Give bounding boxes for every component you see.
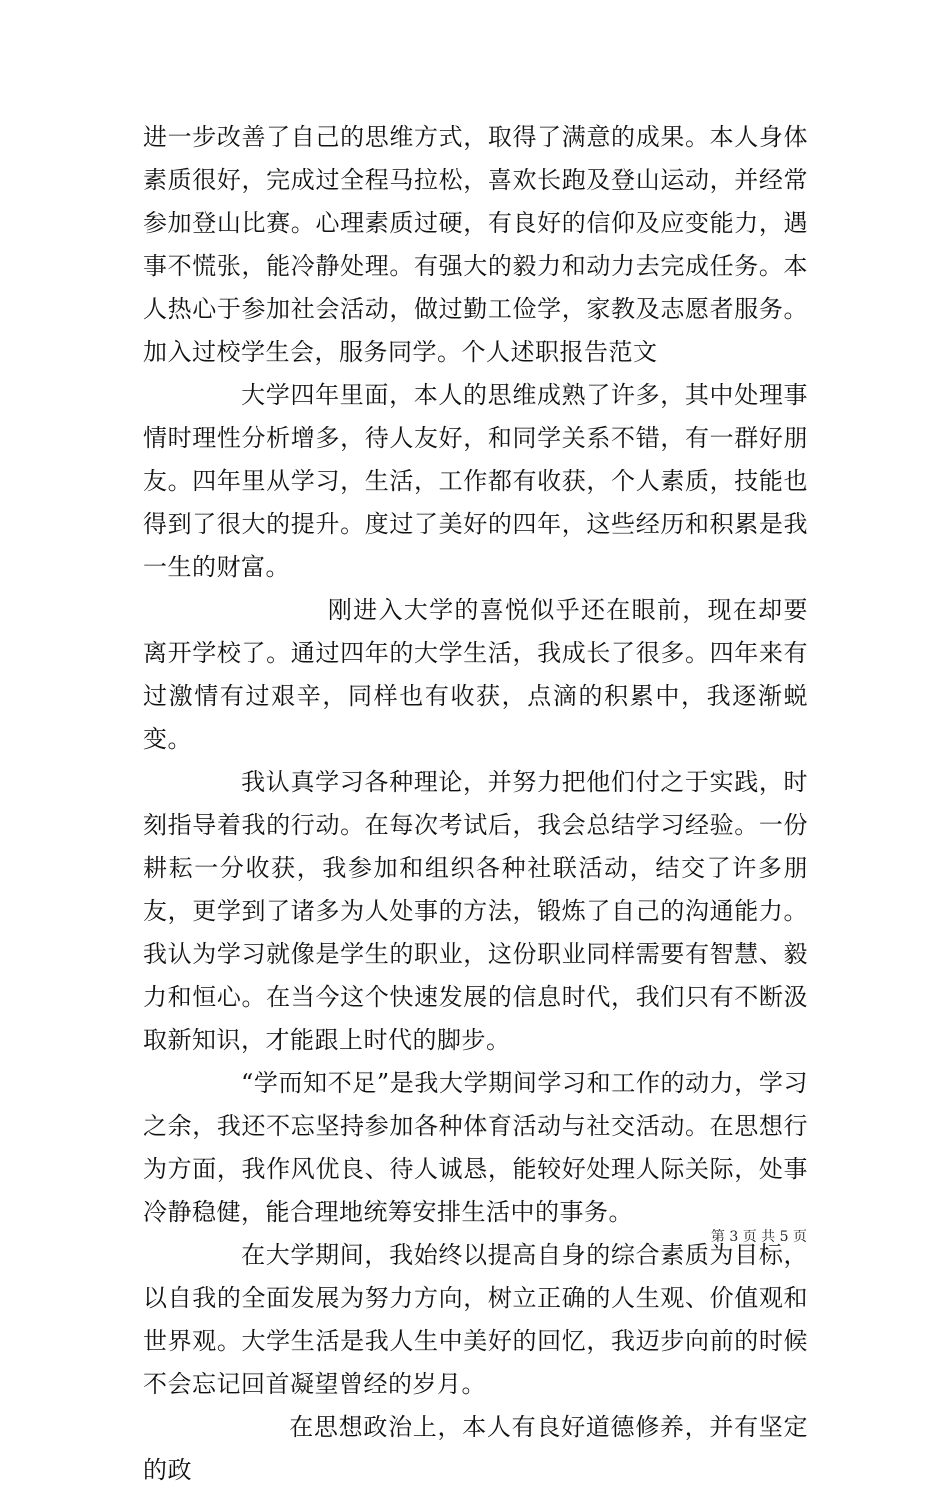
paragraph-3-text: 刚进入大学的喜悦似乎还在眼前，现在却要离开学校了。通过四年的大学生活，我成长了很多。四年来有过激情有过艰辛，同样也有收获，点滴的积累中，我逐渐蜕变。	[143, 596, 808, 753]
paragraph-7	[143, 1406, 808, 1492]
body-text	[143, 116, 808, 1492]
paragraph-2-text: 大学四年里面，本人的思维成熟了许多，其中处理事情时理性分析增多，待人友好，和同学关系不错，有一群好朋友。四年里从学习，生活，工作都有收获，个人素质，技能也得到了很大的提升。度过了美好的四年，这些经历和积累是我一生的财富。	[143, 381, 808, 581]
paragraph-5	[143, 1062, 808, 1234]
paragraph-4	[143, 761, 808, 1062]
paragraph-1	[143, 116, 808, 374]
paragraph-5-text: “学而知不足”是我大学期间学习和工作的动力，学习之余，我还不忘坚持参加各种体育活动与社交活动。在思想行为方面，我作风优良、待人诚恳，能较好处理人际关际，处事冷静稳健，能合理地统筹安排生活中的事务。	[143, 1069, 808, 1226]
paragraph-6-text: 在大学期间，我始终以提高自身的综合素质为目标，以自我的全面发展为努力方向，树立正确的人生观、价值观和世界观。大学生活是我人生中美好的回忆，我迈步向前的时候不会忘记回首凝望曾经的岁月。	[143, 1241, 808, 1398]
paragraph-3	[143, 589, 808, 761]
paragraph-4-text: 我认真学习各种理论，并努力把他们付之于实践，时刻指导着我的行动。在每次考试后，我会总结学习经验。一份耕耘一分收获，我参加和组织各种社联活动，结交了许多朋友，更学到了诸多为人处事的方法，锻炼了自己的沟通能力。我认为学习就像是学生的职业，这份职业同样需要有智慧、毅力和恒心。在当今这个快速发展的信息时代，我们只有不断汲取新知识，才能跟上时代的脚步。	[143, 768, 808, 1054]
paragraph-7-text: 在思想政治上，本人有良好道德修养，并有坚定的政	[143, 1413, 808, 1484]
page-number-footer: 第 3 页 共 5 页	[710, 1229, 807, 1245]
paragraph-6	[143, 1234, 808, 1406]
paragraph-2	[143, 374, 808, 589]
paragraph-1-text: 进一步改善了自己的思维方式，取得了满意的成果。本人身体素质很好，完成过全程马拉松，喜欢长跑及登山运动，并经常参加登山比赛。心理素质过硬，有良好的信仰及应变能力，遇事不慌张，能冷静处理。有强大的毅力和动力去完成任务。本人热心于参加社会活动，做过勤工俭学，家教及志愿者服务。加入过校学生会，服务同学。个人述职报告范文	[143, 123, 808, 366]
